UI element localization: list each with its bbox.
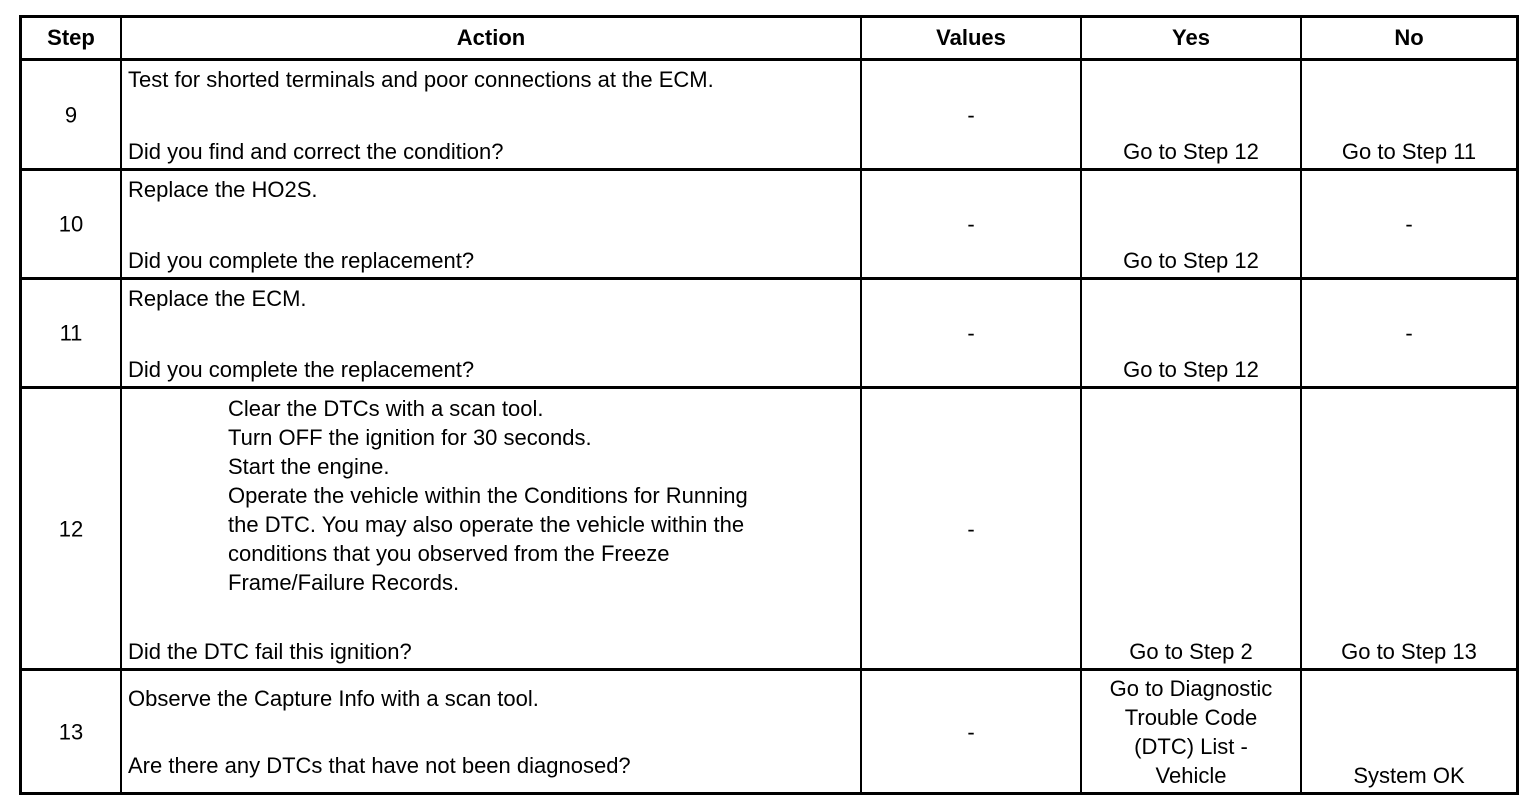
action-step-line: Start the engine. [228,454,390,479]
no-text: - [1405,320,1413,346]
step-number: 12 [58,516,84,541]
action-step-line: Operate the vehicle within the Conditions for Running [228,483,748,508]
step-number: 9 [64,102,78,127]
table-row-step-10 [22,168,1516,277]
step-number: 11 [59,320,83,346]
action-step-line: the DTC. You may also operate the vehicle within the [228,512,745,537]
table-row-step-9 [22,58,1516,168]
action-step-line: conditions that you observed from the Freeze [228,541,670,566]
action-question: Did you complete the replacement? [128,248,475,273]
action-text: Replace the HO2S. [128,177,318,202]
header-values: Values [860,18,1080,58]
action-question: Did you find and correct the condition? [128,139,504,164]
action-steps-list [228,394,748,597]
action-step-line: Clear the DTCs with a scan tool. [228,396,544,421]
yes-text: Go to Diagnostic Trouble Code (DTC) List - Vehicle [1109,676,1273,788]
action-step-line: Frame/Failure Records. [228,570,460,595]
yes-text: Go to Step 2 [1129,639,1253,664]
yes-text: Go to Step 12 [1123,248,1259,273]
header-step: Step [47,25,95,50]
action-question: Did you complete the replacement? [128,357,475,382]
yes-text: Go to Step 12 [1123,357,1259,382]
header-yes: Yes [1080,18,1300,58]
step-number: 10 [58,211,84,237]
values-text: - [967,320,975,346]
header-action: Action [120,18,860,58]
table-row-step-12 [22,386,1516,668]
no-text: - [1405,211,1413,237]
values-text: - [967,211,975,237]
header-no: No [1300,18,1516,58]
header-row [22,18,1516,58]
action-question: Did the DTC fail this ignition? [128,639,412,664]
values-text: - [967,102,975,127]
yes-text: Go to Step 12 [1123,139,1259,164]
values-text: - [967,516,975,541]
action-text: Observe the Capture Info with a scan tool. [128,686,539,711]
no-text: System OK [1353,763,1465,788]
action-text: Test for shorted terminals and poor connections at the ECM. [128,67,714,92]
action-question: Are there any DTCs that have not been diagnosed? [128,753,631,778]
step-number: 13 [58,719,84,744]
table-row-step-13 [22,668,1516,792]
no-text: Go to Step 13 [1341,639,1477,664]
values-text: - [967,719,975,744]
table-row-step-11 [22,277,1516,386]
diagnostic-table [19,15,1519,795]
action-step-line: Turn OFF the ignition for 30 seconds. [228,425,592,450]
action-text: Replace the ECM. [128,286,307,311]
no-text: Go to Step 11 [1341,139,1477,164]
